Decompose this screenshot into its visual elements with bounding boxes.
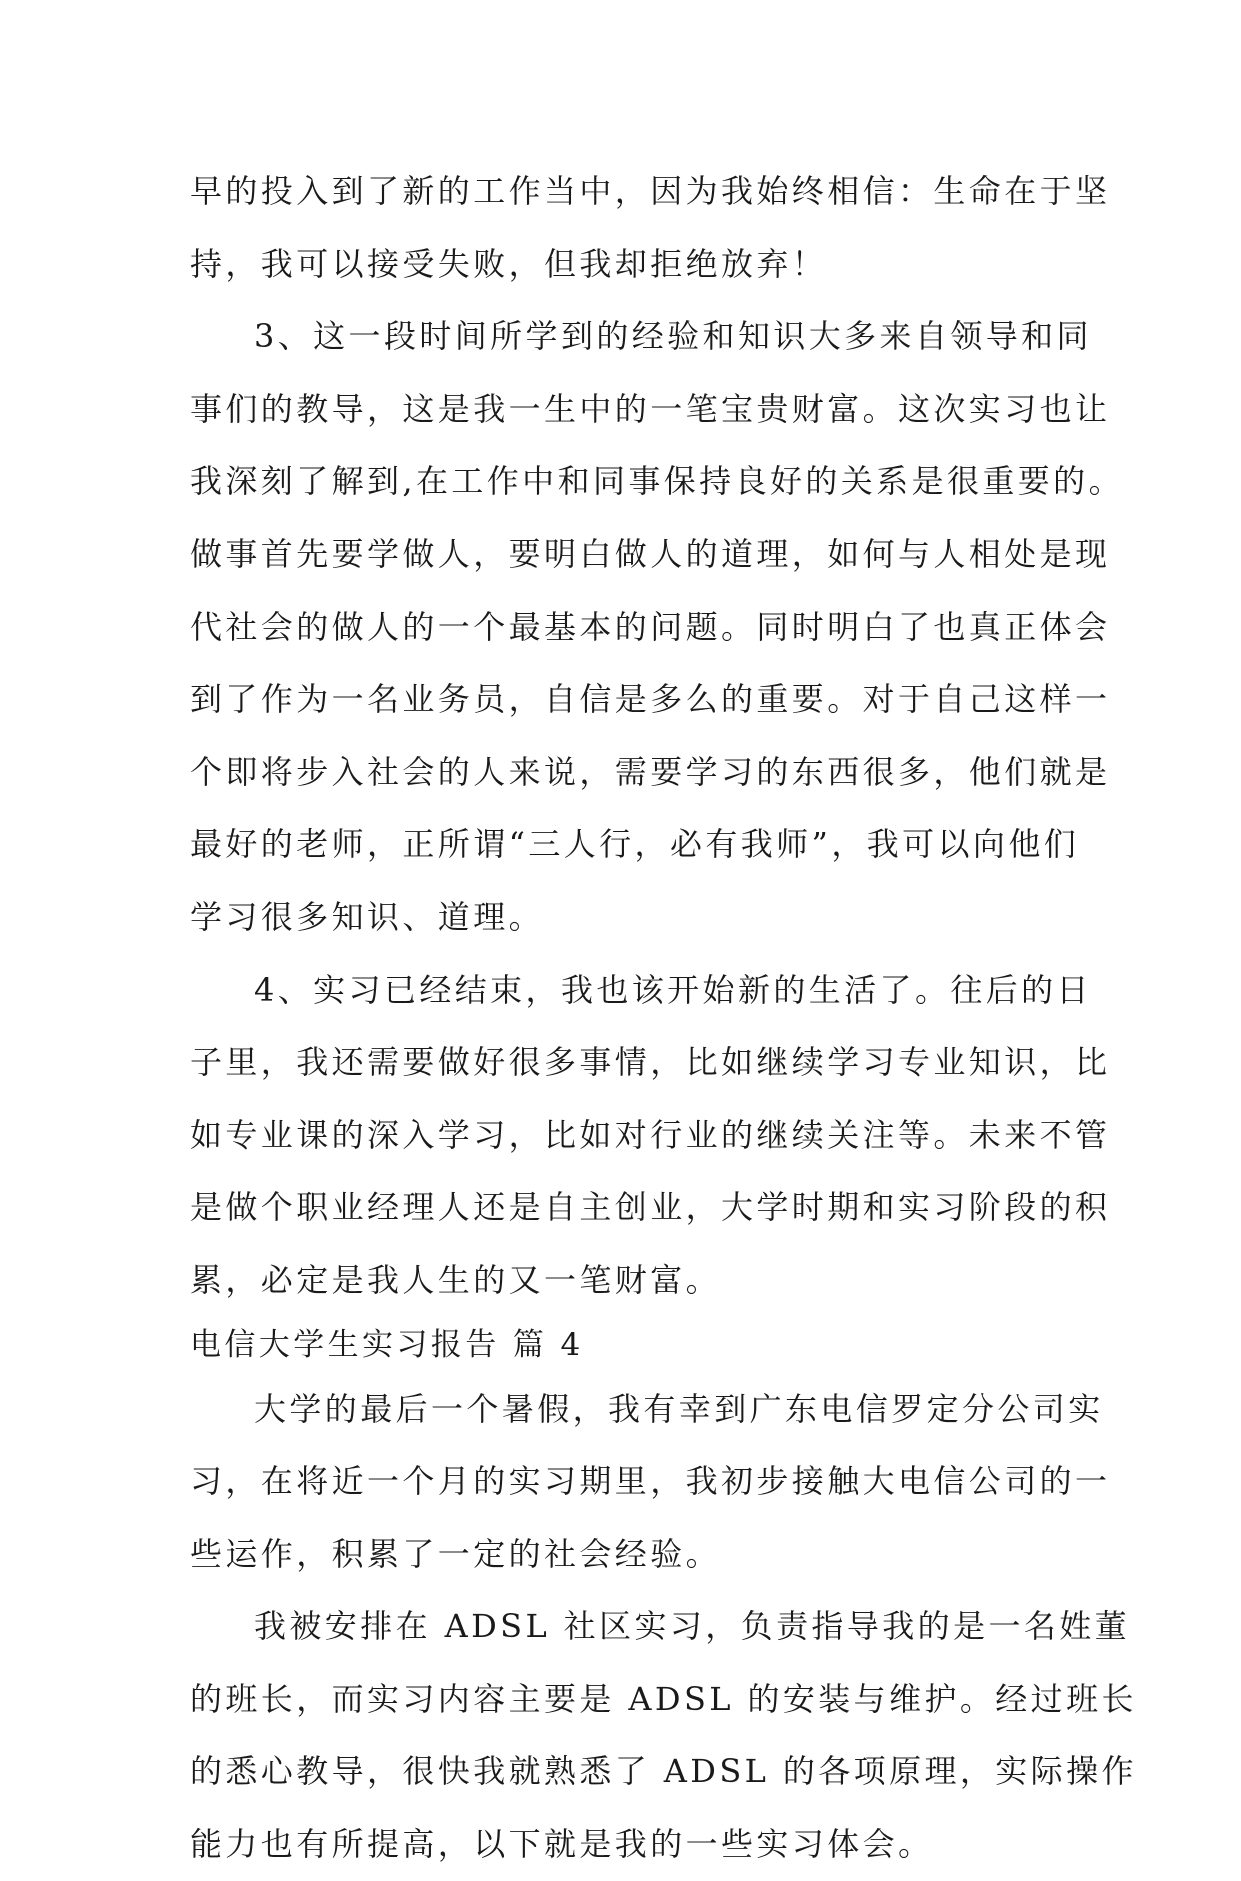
text-line: 到了作为一名业务员，自信是多么的重要。对于自己这样一: [190, 680, 1111, 719]
text-line: 做事首先要学做人，要明白做人的道理，如何与人相处是现: [190, 534, 1111, 573]
text-line: 个即将步入社会的人来说，需要学习的东西很多，他们就是: [190, 752, 1111, 791]
section-body-paragraph: [190, 1590, 1137, 1880]
section-heading: 电信大学生实习报告 篇 4: [190, 1326, 584, 1363]
text-line: 是做个职业经理人还是自主创业，大学时期和实习阶段的积: [190, 1188, 1111, 1227]
text-line: 代社会的做人的一个最基本的问题。同时明白了也真正体会: [190, 607, 1111, 646]
text-line: 习，在将近一个月的实习期里，我初步接触大电信公司的一: [190, 1462, 1111, 1501]
document-body: [190, 155, 1137, 1881]
text-line: 我深刻了解到,在工作中和同事保持良好的关系是很重要的。: [190, 462, 1124, 501]
continuation-paragraph: [190, 155, 1111, 300]
text-line: 大学的最后一个暑假，我有幸到广东电信罗定分公司实: [254, 1389, 1104, 1428]
text-line: 4、实习已经结束，我也该开始新的生活了。往后的日: [254, 970, 1092, 1009]
text-line: 最好的老师，正所谓“三人行，必有我师”，我可以向他们: [190, 825, 1080, 864]
paragraph-point-4: [190, 954, 1111, 1317]
text-line: 学习很多知识、道理。: [190, 897, 545, 936]
text-line: 子里，我还需要做好很多事情，比如继续学习专业知识，比: [190, 1043, 1111, 1082]
text-line: 如专业课的深入学习，比如对行业的继续关注等。未来不管: [190, 1115, 1111, 1154]
paragraph-point-3: [190, 300, 1124, 953]
text-line: 的班长，而实习内容主要是 ADSL 的安装与维护。经过班长: [190, 1679, 1137, 1718]
text-line: 能力也有所提高，以下就是我的一些实习体会。: [190, 1825, 934, 1864]
text-line: 些运作，积累了一定的社会经验。: [190, 1534, 722, 1573]
text-line: 累，必定是我人生的又一笔财富。: [190, 1260, 722, 1299]
text-line: 我被安排在 ADSL 社区实习，负责指导我的是一名姓董: [254, 1607, 1131, 1646]
text-line: 事们的教导，这是我一生中的一笔宝贵财富。这次实习也让: [190, 389, 1111, 428]
text-line: 持，我可以接受失败，但我却拒绝放弃！: [190, 244, 828, 283]
text-line: 3、这一段时间所学到的经验和知识大多来自领导和同: [254, 317, 1092, 356]
text-line: 早的投入到了新的工作当中，因为我始终相信：生命在于坚: [190, 172, 1111, 210]
section-intro-paragraph: [190, 1373, 1111, 1591]
text-line: 的悉心教导，很快我就熟悉了 ADSL 的各项原理，实际操作: [190, 1752, 1137, 1791]
